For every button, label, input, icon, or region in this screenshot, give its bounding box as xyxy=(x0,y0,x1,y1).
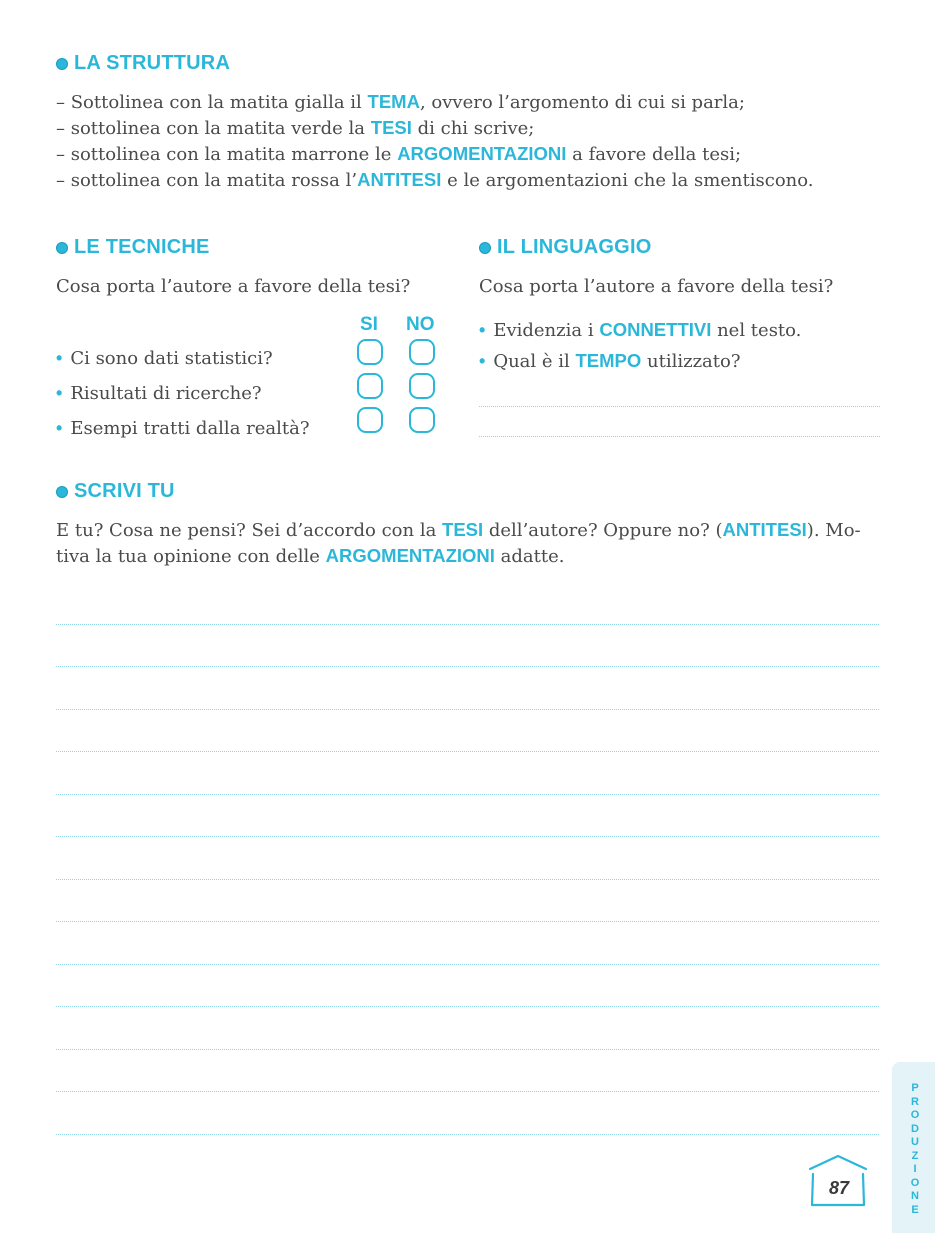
bullet-dot-icon xyxy=(56,58,68,70)
writing-line[interactable] xyxy=(56,1134,879,1135)
struttura-line-2: – sottolinea con la matita verde la TESI di chi scrive; xyxy=(56,117,535,139)
answer-line[interactable] xyxy=(479,436,880,437)
section-title-scrivi: SCRIVI TU xyxy=(56,480,175,503)
struttura-line-3: – sottolinea con la matita marrone le ARGOMENTAZIONI a favore della tesi; xyxy=(56,143,742,165)
writing-line[interactable] xyxy=(56,666,879,667)
checkbox-no-2[interactable] xyxy=(409,373,435,399)
struttura-line-1: – Sottolinea con la matita gialla il TEMA, ovvero l’argomento di cui si parla; xyxy=(56,91,745,113)
writing-line[interactable] xyxy=(56,1006,879,1007)
page-number: 87 xyxy=(828,1178,850,1198)
scrivi-text-line-2: tiva la tua opinione con delle ARGOMENTAZIONI adatte. xyxy=(56,545,565,567)
section-title-struttura: LA STRUTTURA xyxy=(56,52,230,75)
linguaggio-item: • Qual è il TEMPO utilizzato? xyxy=(479,350,741,372)
bullet-dot-icon xyxy=(479,242,491,254)
section-title-linguaggio: IL LINGUAGGIO xyxy=(479,236,651,259)
struttura-line-4: – sottolinea con la matita rossa l’ANTITESI e le argomentazioni che la smentiscono. xyxy=(56,169,814,191)
tecniche-question: Cosa porta l’autore a favore della tesi? xyxy=(56,276,411,297)
writing-line[interactable] xyxy=(56,1049,879,1050)
linguaggio-item: • Evidenzia i CONNETTIVI nel testo. xyxy=(479,319,802,341)
writing-line[interactable] xyxy=(56,1091,879,1092)
side-tab-label: P R O D U Z I O N E xyxy=(910,1082,920,1216)
bullet-dot-icon xyxy=(56,242,68,254)
column-no: NO xyxy=(406,314,435,335)
tecniche-item: • Esempi tratti dalla realtà? xyxy=(56,418,310,439)
writing-line[interactable] xyxy=(56,794,879,795)
tecniche-item: • Ci sono dati statistici? xyxy=(56,348,273,369)
scrivi-text-line-1: E tu? Cosa ne pensi? Sei d’accordo con la TESI dell’autore? Oppure no? (ANTITESI). Mo- xyxy=(56,519,861,541)
writing-line[interactable] xyxy=(56,879,879,880)
writing-line[interactable] xyxy=(56,921,879,922)
checkbox-si-3[interactable] xyxy=(357,407,383,433)
tecniche-item: • Risultati di ricerche? xyxy=(56,383,262,404)
checkbox-no-1[interactable] xyxy=(409,339,435,365)
section-title-tecniche: LE TECNICHE xyxy=(56,236,210,259)
writing-line[interactable] xyxy=(56,964,879,965)
column-si: SI xyxy=(360,314,378,335)
writing-line[interactable] xyxy=(56,836,879,837)
writing-line[interactable] xyxy=(56,751,879,752)
checkbox-no-3[interactable] xyxy=(409,407,435,433)
linguaggio-question: Cosa porta l’autore a favore della tesi? xyxy=(479,276,834,297)
answer-line[interactable] xyxy=(479,406,880,407)
bullet-dot-icon xyxy=(56,486,68,498)
checkbox-si-1[interactable] xyxy=(357,339,383,365)
writing-line[interactable] xyxy=(56,709,879,710)
checkbox-si-2[interactable] xyxy=(357,373,383,399)
writing-line[interactable] xyxy=(56,624,879,625)
